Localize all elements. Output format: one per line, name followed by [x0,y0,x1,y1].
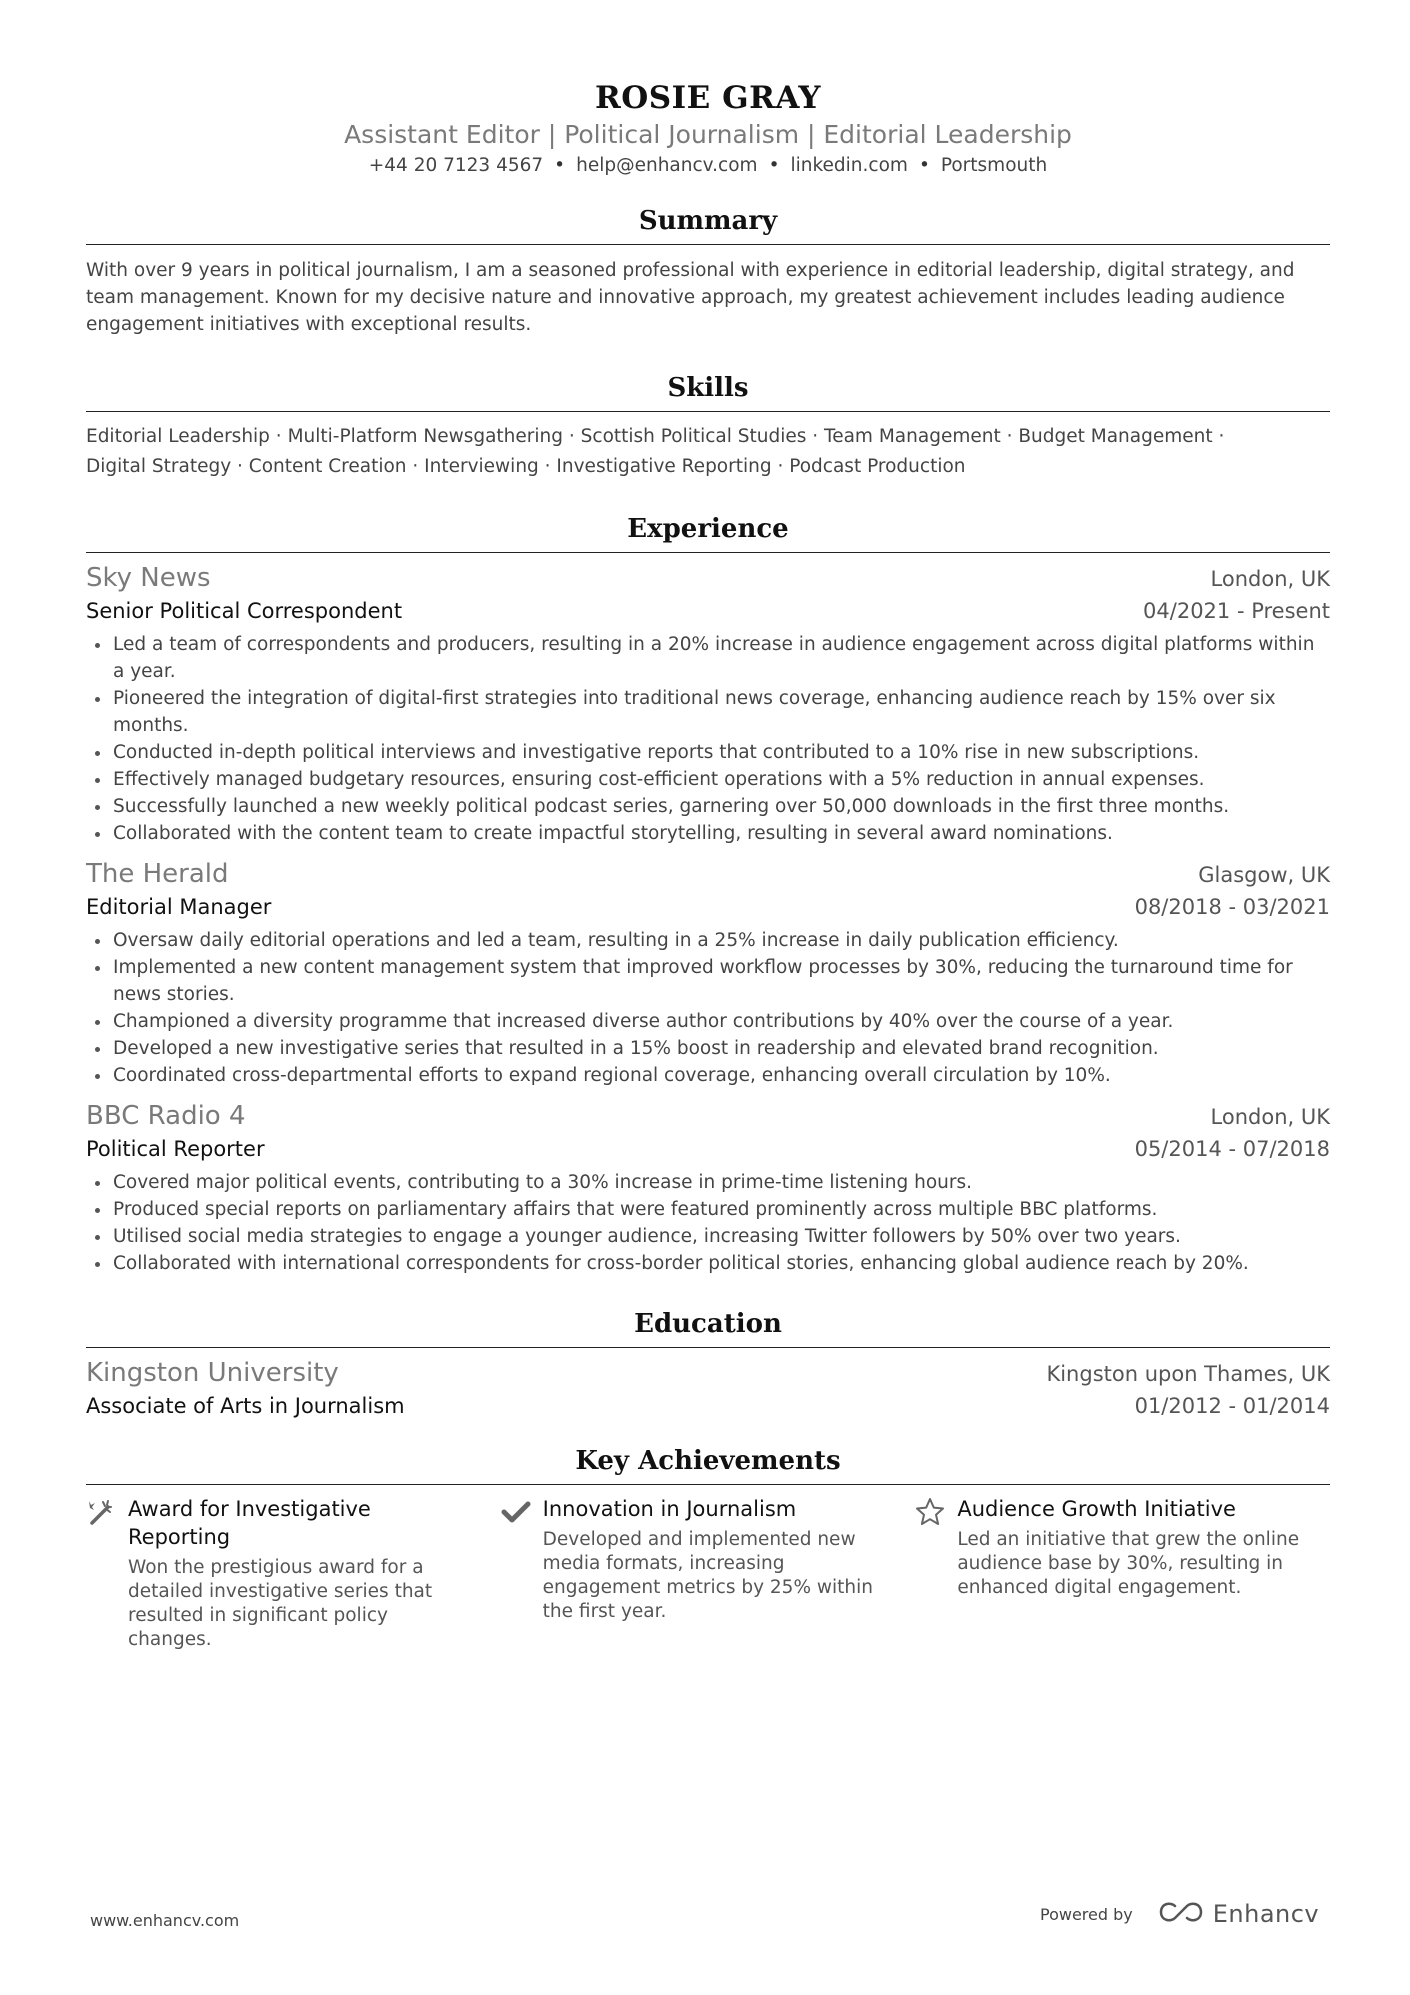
school-location: Kingston upon Thames, UK [1046,1362,1330,1386]
achievement-item [86,1495,501,1652]
section-title-skills: Skills [86,371,1330,412]
achievement-item [915,1495,1330,1652]
achievement-body [128,1495,501,1652]
footer-branding [1040,1900,1319,1928]
job-bullets [86,927,1330,1089]
job-entry [86,857,1330,1089]
achievement-desc: Developed and implemented new media formats, increasing engagement metrics by 25% within the first year. [542,1529,874,1622]
achievement-title: Innovation in Journalism [542,1497,797,1521]
achievement-desc: Led an initiative that grew the online audience base by 30%, resulting in enhanced digital engagement. [957,1529,1300,1598]
company-name: The Herald [86,859,229,889]
bullet-item: Successfully launched a new weekly political podcast series, garnering over 50,000 downloads in the first three months. [113,793,1330,820]
job-bullets [86,631,1330,847]
candidate-name: ROSIE GRAY [595,80,821,116]
bullet-item: Implemented a new content management system that improved workflow processes by 30%, reducing the turnaround time for news stories. [113,954,1330,1008]
separator-dot: • [768,155,780,176]
job-role: Senior Political Correspondent [86,599,403,623]
star-icon [915,1495,957,1652]
skills-list [86,422,1330,482]
experience-section [86,512,1330,1277]
section-title-education: Education [86,1307,1330,1348]
contact-phone[interactable]: +44 20 7123 4567 [368,155,544,176]
education-subheader [86,1390,1330,1422]
bullet-item: Utilised social media strategies to engage a younger audience, increasing Twitter followers by 50% over two years. [113,1223,1330,1250]
job-role: Editorial Manager [86,895,272,919]
section-title-achievements: Key Achievements [86,1444,1330,1485]
section-title-summary: Summary [86,204,1330,245]
bullet-item: Effectively managed budgetary resources, ensuring cost-efficient operations with a 5% reduction in annual expenses. [113,766,1330,793]
separator-dot: • [554,155,566,176]
candidate-title: Assistant Editor | Political Journalism | Editorial Leadership [344,120,1072,149]
skills-line: Digital Strategy · Content Creation · Interviewing · Investigative Reporting · Podcast Production [86,456,966,477]
powered-by-label: Powered by [1040,1904,1133,1924]
job-dates: 04/2021 - Present [1143,599,1330,623]
job-location: London, UK [1210,567,1330,591]
achievement-desc: Won the prestigious award for a detailed investigative series that resulted in significant policy changes. [128,1557,433,1650]
skills-line: Editorial Leadership · Multi-Platform Newsgathering · Scottish Political Studies · Team Management · Budget Management · [86,426,1225,447]
education-section [86,1307,1330,1422]
bullet-item: Covered major political events, contributing to a 30% increase in prime-time listening hours. [113,1169,1330,1196]
enhancv-logo-icon [1157,1900,1205,1928]
job-entry [86,1099,1330,1277]
education-entry [86,1356,1330,1422]
job-role: Political Reporter [86,1137,265,1161]
company-name: BBC Radio 4 [86,1101,246,1131]
checkmark-icon [501,1495,543,1652]
job-dates: 08/2018 - 03/2021 [1134,895,1330,919]
education-header [86,1356,1330,1390]
bullet-item: Collaborated with the content team to create impactful storytelling, resulting in several award nominations. [113,820,1330,847]
job-bullets [86,1169,1330,1277]
achievements-section [86,1444,1330,1652]
summary-section [86,204,1330,338]
job-subheader [86,1133,1330,1165]
school-name: Kingston University [86,1358,339,1388]
achievement-title: Audience Growth Initiative [957,1497,1236,1521]
bullet-item: Produced special reports on parliamentary affairs that were featured prominently across multiple BBC platforms. [113,1196,1330,1223]
company-name: Sky News [86,563,211,593]
job-subheader [86,891,1330,923]
contact-line [86,153,1330,179]
job-header [86,857,1330,891]
footer-website[interactable]: www.enhancv.com [90,1911,240,1930]
bullet-item: Oversaw daily editorial operations and led a team, resulting in a 25% increase in daily publication efficiency. [113,927,1330,954]
resume-header [86,0,1330,179]
section-title-experience: Experience [86,512,1330,553]
achievement-body [543,1495,916,1652]
bullet-item: Coordinated cross-departmental efforts to expand regional coverage, enhancing overall circulation by 10%. [113,1062,1330,1089]
resume-page [86,0,1330,1652]
bullet-item: Led a team of correspondents and producers, resulting in a 20% increase in audience engagement across digital platforms within a year. [113,631,1330,685]
achievement-body [957,1495,1330,1652]
job-dates: 05/2014 - 07/2018 [1134,1137,1330,1161]
achievement-item [501,1495,916,1652]
bullet-item: Pioneered the integration of digital-first strategies into traditional news coverage, enhancing audience reach by 15% over six months. [113,685,1330,739]
job-header [86,561,1330,595]
bullet-item: Championed a diversity programme that increased diverse author contributions by 40% over the course of a year. [113,1008,1330,1035]
job-location: Glasgow, UK [1198,863,1330,887]
job-subheader [86,595,1330,627]
summary-text: With over 9 years in political journalism, I am a seasoned professional with experience in editorial leadership, digital strategy, and team management. Known for my decisive nature and innovative approach, my greatest achievement includes leading audience engagement initiatives with exceptional results. [86,260,1295,335]
contact-email[interactable]: help@enhancv.com [576,155,758,176]
degree-name: Associate of Arts in Journalism [86,1394,405,1418]
skills-section [86,371,1330,482]
magic-wand-icon [86,1495,128,1652]
education-dates: 01/2012 - 01/2014 [1134,1394,1330,1418]
achievement-title: Award for Investigative Reporting [128,1497,371,1549]
job-entry [86,561,1330,847]
job-header [86,1099,1330,1133]
separator-dot: • [918,155,930,176]
bullet-item: Conducted in-depth political interviews and investigative reports that contributed to a 10% rise in new subscriptions. [113,739,1330,766]
job-location: London, UK [1210,1105,1330,1129]
contact-location: Portsmouth [940,155,1048,176]
achievements-row [86,1495,1330,1652]
contact-linkedin[interactable]: linkedin.com [790,155,908,176]
bullet-item: Collaborated with international correspondents for cross-border political stories, enhancing global audience reach by 20%. [113,1250,1330,1277]
bullet-item: Developed a new investigative series that resulted in a 15% boost in readership and elevated brand recognition. [113,1035,1330,1062]
brand-name: Enhancv [1212,1900,1320,1928]
